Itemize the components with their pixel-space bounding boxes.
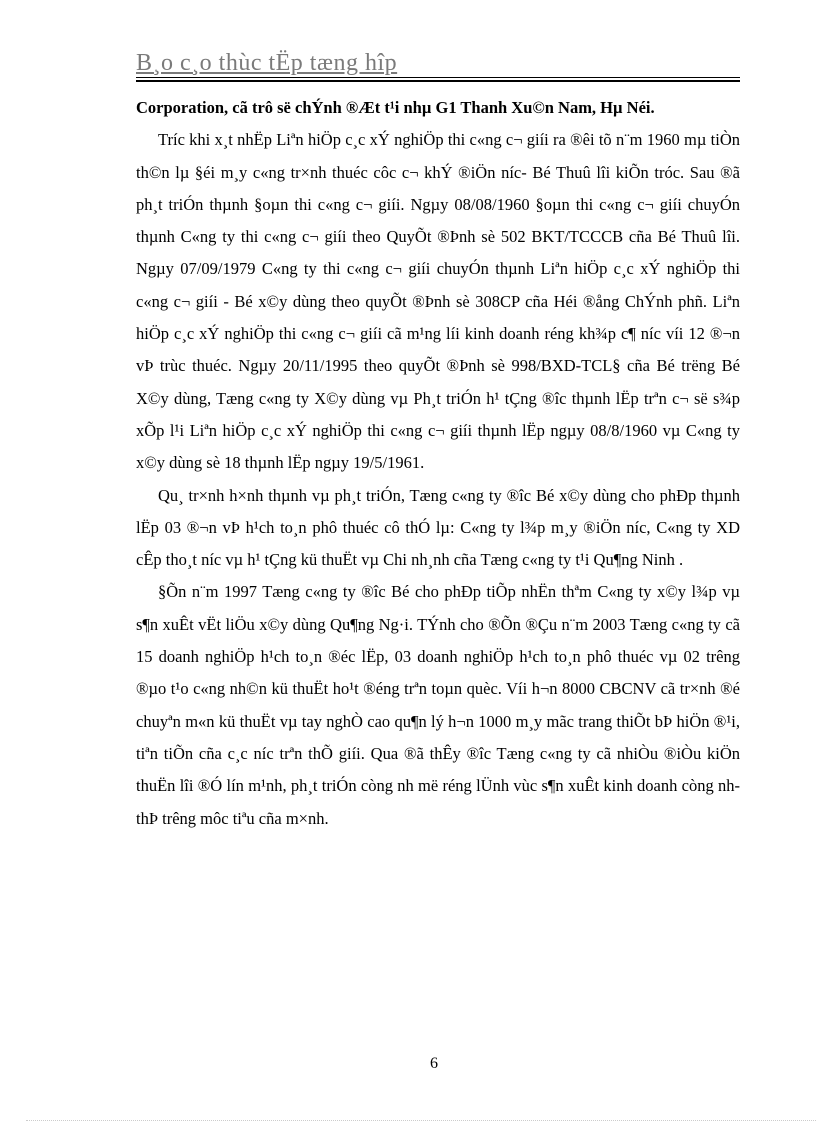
- page-header: [136, 49, 740, 82]
- header-double-rule: [136, 77, 740, 82]
- paragraph-continuation: Corporation, cã trô së chÝnh ®Æt t¹i nhµ G1 Thanh Xu©n Nam, Hµ Néi.: [136, 98, 655, 117]
- footer-divider: [26, 1120, 816, 1121]
- paragraph-history: Tríc khi x¸t nhËp Liªn hiÖp c¸c xÝ nghiÖp thi c«ng c¬ giíi ra ®êi tõ n¨m 1960 mµ tiÒn th©n lµ §éi m¸y c«ng tr×nh thuéc côc c¬ khÝ ®iÖn níc- Bé Thuû lîi kiÕn tróc. Sau ®ã ph¸t triÓn thµnh §oµn thi c«ng c¬ giíi. Ngµy 08/08/1960 §oµn thi c«ng c¬ giíi chuyÓn thµnh C«ng ty thi c«ng c¬ giíi theo QuyÕt ®Þnh sè 502 BKT/TCCCB cña Bé Thuû lîi. Ngµy 07/09/1979 C«ng ty thi c«ng c¬ giíi chuyÓn thµnh Liªn hiÖp c¸c xÝ nghiÖp thi c«ng c¬ giíi - Bé x©y dùng theo quyÕt ®Þnh sè 308CP cña Héi ®ång ChÝnh phñ. Liªn hiÖp c¸c xÝ nghiÖp thi c«ng c¬ giíi cã m¹ng líi kinh doanh réng kh¾p c¶ níc víi 12 ®¬n vÞ trùc thuéc. Ngµy 20/11/1995 theo quyÕt ®Þnh sè 998/BXD-TCL§ cña Bé trëng Bé X©y dùng, Tæng c«ng ty X©y dùng vµ Ph¸t triÓn h¹ tÇng ®îc thµnh lËp trªn c¬ së s¾p xÕp l¹i Liªn hiÖp c¸c xÝ nghiÖp thi c«ng c¬ giíi thµnh lËp ngµy 08/8/1960 vµ C«ng ty x©y dùng sè 18 thµnh lËp ngµy 19/5/1961.: [136, 130, 740, 473]
- paragraph-formation: Qu¸ tr×nh h×nh thµnh vµ ph¸t triÓn, Tæng c«ng ty ®îc Bé x©y dùng cho phÐp thµnh lËp 03 ®¬n vÞ h¹ch to¸n phô thuéc cô thÓ lµ: C«ng ty l¾p m¸y ®iÖn níc, C«ng ty XD cÊp tho¸t níc vµ h¹ tÇng kü thuËt vµ Chi nh¸nh cña Tæng c«ng ty t¹i Qu¶ng Ninh .: [136, 485, 740, 570]
- page-number: 6: [430, 1055, 438, 1072]
- header-title: B¸o c¸o thùc tËp tæng hîp: [136, 50, 398, 76]
- report-body: [136, 92, 740, 835]
- paragraph-growth: §Õn n¨m 1997 Tæng c«ng ty ®îc Bé cho phÐp tiÕp nhËn thªm C«ng ty x©y l¾p vµ s¶n xuÊt vËt liÖu x©y dùng Qu¶ng Ng·i. TÝnh cho ®Õn ®Çu n¨m 2003 Tæng c«ng ty cã 15 doanh nghiÖp h¹ch to¸n ®éc lËp, 03 doanh nghiÖp h¹ch to¸n phô thuéc vµ 02 trêng ®µo t¹o c«ng nh©n kü thuËt ho¹t ®éng trªn toµn quèc. Víi h¬n 8000 CBCNV cã tr×nh ®é chuyªn m«n kü thuËt vµ tay nghÒ cao qu¶n lý h¬n 1000 m¸y mãc trang thiÕt bÞ hiÖn ®¹i, tiªn tiÕn cña c¸c níc trªn thÕ giíi. Qua ®ã thÊy ®îc Tæng c«ng ty cã nhiÒu ®iÒu kiÖn thuËn lîi ®Ó lín m¹nh, ph¸t triÓn còng nh më réng lÜnh vùc s¶n xuÊt kinh doanh còng nh thÞ trêng môc tiªu cña m×nh.: [136, 582, 740, 828]
